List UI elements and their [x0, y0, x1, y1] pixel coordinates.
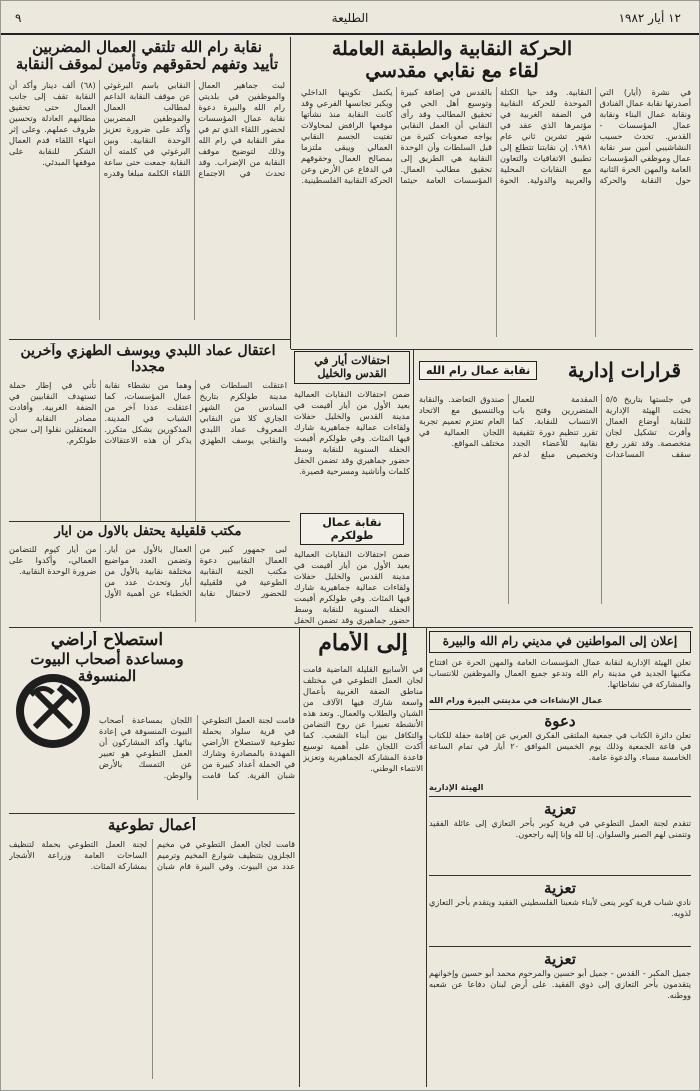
- may-events-article: [294, 351, 410, 625]
- detention-article: [9, 343, 287, 521]
- ramallah-union-article: [9, 39, 285, 339]
- trade-union-article: [301, 39, 691, 349]
- invitation-headline: دعوة: [544, 711, 576, 730]
- decisions-article: [419, 353, 691, 625]
- condolence-headline: تعزية: [544, 949, 576, 968]
- ramallah-union-subheadline: تأييد وتفهم لحقوقهم وتأمين لموقف النقابة: [15, 55, 279, 74]
- condolence-body: نادي شباب قرية كوبر ينعى لأبناء شعبنا الفلسطيني الفقيد ويتقدم بأحر التعازي لذويه.: [429, 896, 691, 918]
- reclamation-body: قامت لجنة العمل التطوعي في قرية سلواد بحملة تطوعية لاستصلاح الأراضي المهددة بالمصادرة وشارك في الحملة أعداد كبيرة من شبان القرية. كما قامت اللجان بمساعدة أصحاب البيوت المنسوفة في إعادة بنائها. وأكد المشاركون أن العمل التطوعي هو تعبير عن التمسك بالأرض والوطن.: [99, 715, 295, 781]
- trade-union-body: في نشرة (أيار) التي أصدرتها نقابة عمال الفنادق ونقابة عمال البناء ونقابة عمال المؤسسات - القدس. تحدث حسيب النشاشيبي أمين سر نقابة عمال وموظفي المؤسسات العامة والمهن الحرة الثانية حول النقابة والحركة النقابية. وقد حيا الكتلة الموحدة للحركة النقابية في الضفة الغربية في مؤتمرها الذي عقد في شهر تشرين ثاني عام ١٩٨١. إن نقابتنا تتطلع إلى تطبيق الاتفاقيات والتعاون مع النقابات المحلية والعربية والدولية. الحوة بالقدس في إضافة كبيرة وتوسيع أهل الحي في تحقيق المطالب وقد رأى النقابي أن العمل النقابي يواجه صعوبات كثيرة من قبل السلطات وأن الوحدة النقابية هي الطريق إلى تحقيق مطالب العمال. المؤسسات العامة حيثما يكتمل تكوينها الداخلي ويكبر تجانسها الفرعي وقد كانت النقابة منذ نشأتها موقعها الرافض لمحاولات تفتيت الجسم النقابي العمالي ويبقى ملتزما بمصالح العمال وحقوقهم في الدفاع عن الأرض وعن الحركة النقابية الفلسطينية.: [301, 86, 691, 185]
- decisions-headline: قرارات إدارية: [567, 358, 681, 382]
- decisions-body: في جلستها بتاريخ ٥/٥ بحثت الهيئة الإدارية للنقابة أوضاع العمال وأقرت تشكيل لجان متخصصة. وقد تقرر رفع سقف المساعدات المقدمة للعمال المتضررين وفتح باب الانتساب للنقابة. كما تقرر تنظيم دورة تثقيفية نقابية للأعضاء الجدد وتخصيص مبلغ لدعم صندوق التعاضد. والنقابة وبالتنسيق مع الاتحاد العام تعتزم تعميم تجربة اللجان العمالية في مختلف المواقع.: [419, 394, 691, 459]
- ramallah-union-headline: نقابة رام الله تلتقي العمال المضربين: [32, 39, 262, 56]
- ramallah-union-body: لبث جماهير العمال والموظفين في بلديتي رام الله والبيرة دعوة نقابة عمال المؤسسات لحضور اللقاء الذي تم في مقر النقابة في رام الله وذلك لتوضيح موقف النقابة من الإضراب. وقد تحدث في الاجتماع النقابي باسم البرغوثي عن موقف النقابة الداعم لمطالب العمال والموظفين المضربين وأكد على ضرورة تعزيز الوحدة النقابية. وبين البرغوثي في كلمته أن النقابة جمعت حتى ساعة اللقاء الكلمة مبلغا وقدره (٦٨) ألف دينار وأكد أن النقابة تقف إلى جانب العمال حتى تحقيق مطالبهم العادلة وتحسين ظروف عملهم. وعلى إثر انتهاء اللقاء قدم العمال الشكر للنقابة على موقفها المبدئي.: [9, 79, 285, 178]
- reclamation-headline: استصلاح أراضي: [50, 631, 164, 650]
- condolence-headline: تعزية: [544, 799, 576, 818]
- may-events-body: ضمن احتفالات النقابات العمالية بعيد الأول من أيار أقيمت في مدينة القدس والخليل حفلات ولقاءات عمالية جماهيرية شارك فيها المئات. وفي طولكرم أقيمت الحفلة السنوية للنقابة وسط حضور جماهيري وقد تضمن الحفل كلمات وأناشيد ومسرحية قصيرة.: [294, 389, 410, 477]
- reclamation-subheadline: ومساعدة أصحاب البيوت المنسوفة: [30, 649, 184, 685]
- page-number: ٩: [15, 11, 22, 25]
- masthead: [1, 1, 699, 35]
- forward-headline: إلى الأمام: [318, 631, 408, 656]
- detention-body: اعتقلت السلطات في مدينة طولكرم بتاريخ السادس من الشهر الجاري كلا من النقابي المعروف عماد اللبدي والنقابي يوسف الطهزي وهما من نشطاء نقابة عمال المؤسسات، كما اعتقلت عددا آخر من الشباب في المدينة. المذكورين بشكل متكرر. يذكر أن هذه الاعتقالات تأتي في إطار حملة تستهدف النقابيين في الضفة الغربية. وأفادت مصادر النقابة أن المعتقلين نقلوا إلى سجن طولكرم.: [9, 380, 287, 446]
- notices-column: [429, 631, 691, 1087]
- condolence-body: تتقدم لجنة العمل التطوعي في قرية كوبر بأحر التعازي إلى عائلة الفقيد وتتمنى لهم الصبر والسلوان. إنا لله وإنا إليه راجعون.: [429, 817, 691, 839]
- forward-article: [303, 631, 423, 1081]
- qalqilya-body: لبى جمهور كبير من العمال النقابيين دعوة مكتب الجنة النقابية الطوعية في قلقيلية للحضور لاحتفال نقابة العمال بالأول من أيار. وتضمن العدد مواضيع مختلفة نقابية بالأول من أيار وتحدث عدد من الخطباء عن أهمية الأول من أيار كيوم للتضامن العمالي، وأكدوا على ضرورة الوحدة النقابية.: [9, 543, 287, 598]
- forward-body: في الأسابيع القليلة الماضية قامت لجان العمل التطوعي في مختلف مناطق الضفة الغربية بأعمال واسعة شارك فيها الآلاف من الشبان والطلاب والعمال. وتعد هذه الأنشطة تعبيرا عن روح التضامن والتكافل بين أبناء الشعب. كما أكدت اللجان على أهمية توسيع قاعدة المشاركة الجماهيرية وتعزيز الانتماء الوطني.: [303, 664, 423, 774]
- trade-union-subheadline: لقاء مع نقابي مقدسي: [365, 59, 539, 82]
- reclamation-article: [9, 631, 295, 811]
- condolence-headline: تعزية: [544, 878, 576, 897]
- ramallah-union-badge: نقابة عمال رام الله: [419, 361, 537, 380]
- invitation-signature: الهيئة الإدارية: [429, 781, 484, 792]
- detention-headline: اعتقال عماد اللبدي ويوسف الطهزي وآخرين مجددا: [20, 343, 276, 376]
- issue-date: ١٢ أيار ١٩٨٢: [618, 11, 681, 25]
- may-events-headline: احتفالات أيار في القدس والخليل: [294, 351, 410, 384]
- condolence-body: جميل المكبر - القدس - جميل أبو حسين والمرحوم محمد أبو حسين وإخوانهم يتقدمون بأحر التعازي إلى ذوي الفقيد. على أرض لبنان دفاعا عن شعبه ووطنه.: [429, 967, 691, 1000]
- newspaper-name: الطليعة: [331, 11, 369, 25]
- volunteer-work-emblem: [13, 671, 93, 751]
- qalqilya-headline: مكتب قلقيلية يحتفل بالأول من أيار: [54, 525, 242, 539]
- announcement-signature: عمال الإنشاءات في مدينتي البيرة ورام الله: [429, 694, 603, 705]
- announcement-headline: إعلان إلى المواطنين في مديني رام الله والبيرة: [429, 631, 691, 653]
- tulkarm-union-badge: نقابة عمال طولكرم: [300, 513, 404, 545]
- volunteer-article: [9, 817, 295, 1087]
- trade-union-headline: الحركة النقابية والطبقة العاملة: [331, 39, 573, 60]
- may-events-body-continued: ضمن احتفالات النقابات العمالية بعيد الأول من أيار أقيمت في مدينة القدس والخليل حفلات ولقاءات عمالية جماهيرية شارك فيها المئات. وفي طولكرم أقيمت الحفلة السنوية للنقابة وسط حضور جماهيري وقد تضمن الحفل: [294, 549, 410, 625]
- qalqilya-article: [9, 525, 287, 625]
- volunteer-headline: أعمال تطوعية: [107, 817, 197, 834]
- volunteer-body: قامت لجان العمل التطوعي في مخيم الجلزون بتنظيف شوارع المخيم وترميم عدد من البيوت. وفي البيرة قام شبان لجنة العمل التطوعي بحملة لتنظيف الساحات العامة وزراعة الأشجار بمشاركة المئات.: [9, 839, 295, 872]
- announcement-body: تعلن الهيئة الإدارية لنقابة عمال المؤسسات العامة والمهن الحرة عن افتتاح مكتبها الجديد في مدينة رام الله وتدعو جميع العمال والموظفين للانتساب والمشاركة في نشاطاتها.: [429, 656, 691, 689]
- invitation-body: تعلن دائرة الكتاب في جمعية الملتقى الفكري العربي عن إقامة حفلة للكتاب في قاعة الجمعية وذلك يوم الخميس الموافق ٢٠ أيار في تمام الساعة الخامسة مساء. والدعوة عامة.: [429, 729, 691, 762]
